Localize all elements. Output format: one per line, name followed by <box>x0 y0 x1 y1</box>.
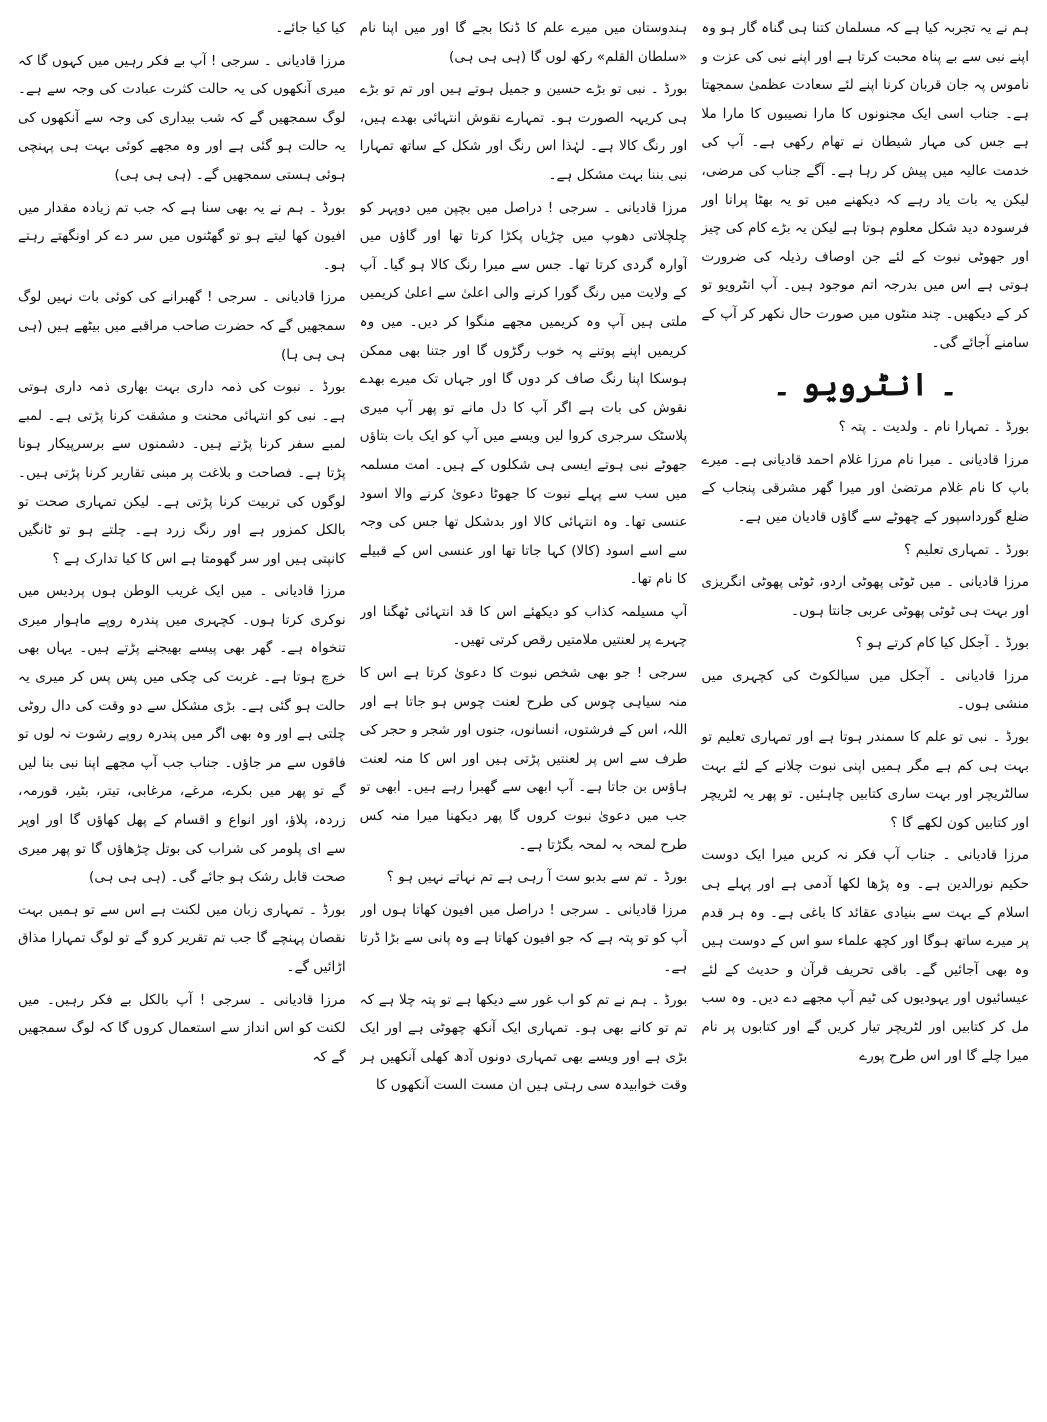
text-column-right <box>701 14 1029 1414</box>
text-column-middle <box>360 14 688 1414</box>
dialogue-paragraph: بورڈ ۔ تمہارا نام ۔ ولدیت ۔ پتہ ؟ <box>838 419 1029 436</box>
dialogue-paragraph: مرزا قادیانی ۔ میں ٹوٹی پھوٹی اردو، ٹوٹی پھوٹی انگریزی اور بہت ہی ٹوٹی پھوٹی عربی جانتا ہوں۔ <box>701 574 1029 619</box>
dialogue-paragraph: بورڈ ۔ ہم نے یہ بھی سنا ہے کہ جب تم زیادہ مقدار میں افیون کھا لیتے ہو تو گھٹنوں میں سر دے کر اونگھتے رہتے ہو۔ <box>17 199 346 273</box>
dialogue-paragraph: کیا کیا جائے۔ <box>275 20 346 36</box>
dialogue-paragraph: مرزا قادیانی ۔ میں ایک غریب الوطن ہوں پردیس میں نوکری کرتا ہوں۔ کچہری میں پندرہ روپے ماہوار میری تنخواہ ہے۔ گھر بھی پیسے بھیجنے پڑتے ہیں۔ یہاں بھی خرچ ہوتا ہے۔ غربت کی چکی میں پس پس کر میری یہ حالت ہو گئی ہے۔ بڑی مشکل سے دو وقت کی دال روٹی چلتی ہے اور وہ بھی اگر میں پندرہ روپے رشوت نہ لوں تو فاقوں سے مر جاؤں۔ جناب جب آپ مجھے اپنا نبی بنا لیں گے تو پھر میں بکرے، مرغے، مرغابی، تیتر، بٹیر، قورمہ، زردہ، پلاؤ، اور انواع و اقسام کے پھل کھاؤں گا اور اوپر سے ای پلومر کی شراب کی بوتل چڑھاؤں گا تو پھر میری صحت قابل رشک ہو جائے گی۔ (ہی ہی ہی) <box>17 583 346 886</box>
dialogue-paragraph: مرزا قادیانی ۔ سرجی ! دراصل میں بچپن میں دوپہر کو چلچلاتی دھوپ میں چڑیاں پکڑا کرتا تھا اور گاؤں میں آوارہ گردی کرتا تھا۔ جس سے میرا رنگ کالا ہو گیا۔ آپ کے ولایت میں رنگ گورا کرنے والی اعلیٰ سے اعلیٰ کریمیں ملتی ہیں آپ وہ کریمیں مجھے منگوا کر دیں۔ میں وہ کریمیں اپنے پوتنے پہ خوب رگڑوں گا اور جتنا بھی ممکن ہوسکا اپنا رنگ صاف کر دوں گا اور جہاں تک میرے بھدے نقوش کی بات ہے اگر آپ کا دل مانے تو پھر آپ میری پلاسٹک سرجری کروا لیں ویسے میں آپ کو ایک بات بتاؤں جھوٹے نبی ہوتے ایسی ہی شکلوں کے ہیں۔ امت مسلمہ میں سب سے پہلے نبوت کا جھوٹا دعویٰ کرنے والا اسود عنسی تھا۔ وہ انتہائی کالا اور بدشکل تھا جس کی وجہ سے اسے اسود (کالا) کہا جاتا تھا اور عنسی اس کے قبیلے کا نام تھا۔ <box>359 199 688 588</box>
dialogue-paragraph: مرزا قادیانی ۔ سرجی ! گھبرانے کی کوئی بات نہیں لوگ سمجھیں گے کہ حضرت صاحب مراقبے میں بیٹھے ہیں (ہی ہی ہی ہا) <box>17 289 346 363</box>
dialogue-paragraph: آپ مسیلمہ کذاب کو دیکھئے اس کا قد انتہائی ٹھگنا اور چہرے پر لعنتیں ملامتیں رقص کرتی تھیں۔ <box>359 603 688 649</box>
dialogue-paragraph: بورڈ ۔ ہم نے تم کو اب غور سے دیکھا ہے تو پتہ چلا ہے کہ تم تو کانے بھی ہو۔ تمہاری ایک آنکھ چھوٹی ہے اور ایک بڑی ہے اور ویسے بھی تمہاری دونوں آدھ کھلی آنکھیں ہر وقت خوابیدہ سی رہتی ہیں ان مست الست آنکھوں کا <box>359 991 688 1094</box>
dialogue-paragraph: مرزا قادیانی ۔ سرجی ! آپ بالکل بے فکر رہیں۔ میں لکنت کو اس انداز سے استعمال کروں گا کہ لوگ سمجھیں گے کہ <box>17 991 346 1065</box>
dialogue-paragraph: ہندوستان میں میرے علم کا ڈنکا بجے گا اور میں اپنا نام «سلطان القلم» رکھ لوں گا (ہی ہی ہی) <box>359 20 688 65</box>
dialogue-paragraph: مرزا قادیانی ۔ سرجی ! دراصل میں افیون کھاتا ہوں اور آپ کو تو پتہ ہے کہ جو افیون کھاتا ہے وہ پانی سے بڑا ڈرتا ہے۔ <box>359 901 688 975</box>
dialogue-paragraph: بورڈ ۔ تم سے بدبو ست آ رہی ہے تم نہاتے نہیں ہو ؟ <box>386 869 688 886</box>
dialogue-paragraph: بورڈ ۔ آجکل کیا کام کرتے ہو ؟ <box>855 635 1029 652</box>
dialogue-paragraph: بورڈ ۔ تمہاری زبان میں لکنت ہے اس سے تو ہمیں بہت نقصان پہنچے گا جب تم تقریر کرو گے تو لوگ تمہارا مذاق اڑائیں گے۔ <box>17 901 346 975</box>
text-column-left <box>18 14 346 1414</box>
dialogue-paragraph: مرزا قادیانی ۔ آجکل میں سیالکوٹ کی کچہری میں منشی ہوں۔ <box>701 667 1029 713</box>
dialogue-paragraph: مرزا قادیانی ۔ میرا نام مرزا غلام احمد قادیانی ہے۔ میرے باپ کا نام غلام مرتضیٰ اور میرا گھر مشرقی پنجاب کے ضلع گورداسپور کے چھوٹے سے گاؤں قادیان میں ہے۔ <box>701 451 1029 525</box>
dialogue-paragraph: بورڈ ۔ نبوت کی ذمہ داری بہت بھاری ذمہ داری ہوتی ہے۔ نبی کو انتہائی محنت و مشقت کرنا پڑتی ہے۔ لمبے لمبے سفر کرنا پڑتے ہیں۔ دشمنوں سے برسرپیکار ہونا پڑتا ہے۔ فصاحت و بلاغت پر مبنی تقاریر کرنا پڑتی ہیں۔ لوگوں کی تربیت کرنا پڑتی ہے۔ لیکن تمہاری صحت تو بالکل کمزور ہے اور رنگ زرد ہے۔ چلتے ہو تو ٹانگیں کانپتی ہیں اور سر گھومتا ہے اس کا کیا تدارک ہے ؟ <box>17 379 346 567</box>
dialogue-paragraph: بورڈ ۔ تمہاری تعلیم ؟ <box>904 541 1029 558</box>
dialogue-paragraph: بورڈ ۔ نبی تو علم کا سمندر ہوتا ہے اور تمہاری تعلیم تو بہت ہی کم ہے مگر ہمیں اپنی نبوت چلانے کے لئے بہت سالٹریچر اور بہت ساری کتابیں چاہئیں۔ تو پھر یہ لٹریچر اور کتابیں کون لکھے گا ؟ <box>701 729 1029 831</box>
dialogue-paragraph: بورڈ ۔ نبی تو بڑے حسین و جمیل ہوتے ہیں اور تم تو بڑے ہی کریہہ الصورت ہو۔ تمہارے نقوش انتہائی بھدے ہیں، اور رنگ کالا ہے۔ لہٰذا اس رنگ اور شکل کے ساتھ تمہارا نبی بننا بہت مشکل ہے۔ <box>359 81 688 183</box>
interview-heading: ۔ انٹرویو ۔ <box>772 367 958 404</box>
intro-paragraph: ہم نے یہ تجربہ کیا ہے کہ مسلمان کتنا ہی گناہ گار ہو وہ اپنے نبی سے بے پناہ محبت کرتا ہے اور اپنے نبی کی عزت و ناموس پہ جان قربان کرنا اپنے لئے سعادت عظمیٰ سمجھتا ہے۔ جناب اسی ایک مجنونوں کا مارا نصیبوں کا مارا ملا ہے جس کی مہار شیطان نے تھام رکھی ہے۔ آپ کی خدمت عالیہ میں پیش کر رہا ہے۔ آگے جناب کی مرضی، لیکن یہ بات یاد رہے کہ دیکھنے میں تو یہ بھٹا پرانا اور فرسودہ دید شکل معلوم ہوتا ہے لیکن یہ بڑے کام کی چیز اور جھوٹی نبوت کے لئے جن اوصاف رذیلہ کی ضرورت ہوتی ہے اس میں بدرجہ اتم موجود ہیں۔ آپ انٹرویو تو کر کے دیکھیں۔ چند منٹوں میں صورت حال نکھر کر آپ کے سامنے آجائے گی۔ <box>701 20 1029 351</box>
dialogue-paragraph: سرجی ! جو بھی شخص نبوت کا دعویٰ کرتا ہے اس کا منہ سیاہی چوس کی طرح لعنت چوس ہو جاتا ہے اور اللہ، اس کے فرشتوں، انسانوں، جنوں اور شجر و حجر کی طرف سے اس پر لعنتیں پڑتی ہیں اور اس کا منہ لعنت ہاؤس بن جاتا ہے۔ آپ ابھی سے گھبرا رہے ہیں۔ ابھی تو جب میں دعویٰ نبوت کروں گا پھر دیکھنا میرا منہ کس طرح لمحہ بہ لمحہ بگڑتا ہے۔ <box>359 665 688 853</box>
dialogue-paragraph: مرزا قادیانی ۔ جناب آپ فکر نہ کریں میرا ایک دوست حکیم نورالدین ہے۔ وہ پڑھا لکھا آدمی ہے اور پہلے ہی اسلام کے بہت سے بنیادی عقائد کا باغی ہے۔ وہ ہر قدم پر میرے ساتھ ہوگا اور کچھ علماء سو اس کے دوست ہیں وہ بھی آجائیں گے۔ باقی تحریف قرآن و حدیث کے لئے عیسائیوں اور یہودیوں کی ٹیم آپ مجھے دے دیں۔ وہ سب مل کر کتابیں اور لٹریچر تیار کریں گے اور کتابوں پر نام میرا چلے گا اور اس طرح پورے <box>701 847 1029 1064</box>
dialogue-paragraph: مرزا قادیانی ۔ سرجی ! آپ بے فکر رہیں میں کہوں گا کہ میری آنکھوں کی یہ حالت کثرت عبادت کی وجہ سے ہے۔ لوگ سمجھیں گے کہ شب بیداری کی وجہ سے آنکھوں کی یہ حالت ہو گئی ہے اور وہ مجھے کوئی بہت ہی پہنچی ہوئی ہستی سمجھیں گے۔ (ہی ہی ہی) <box>17 52 346 183</box>
